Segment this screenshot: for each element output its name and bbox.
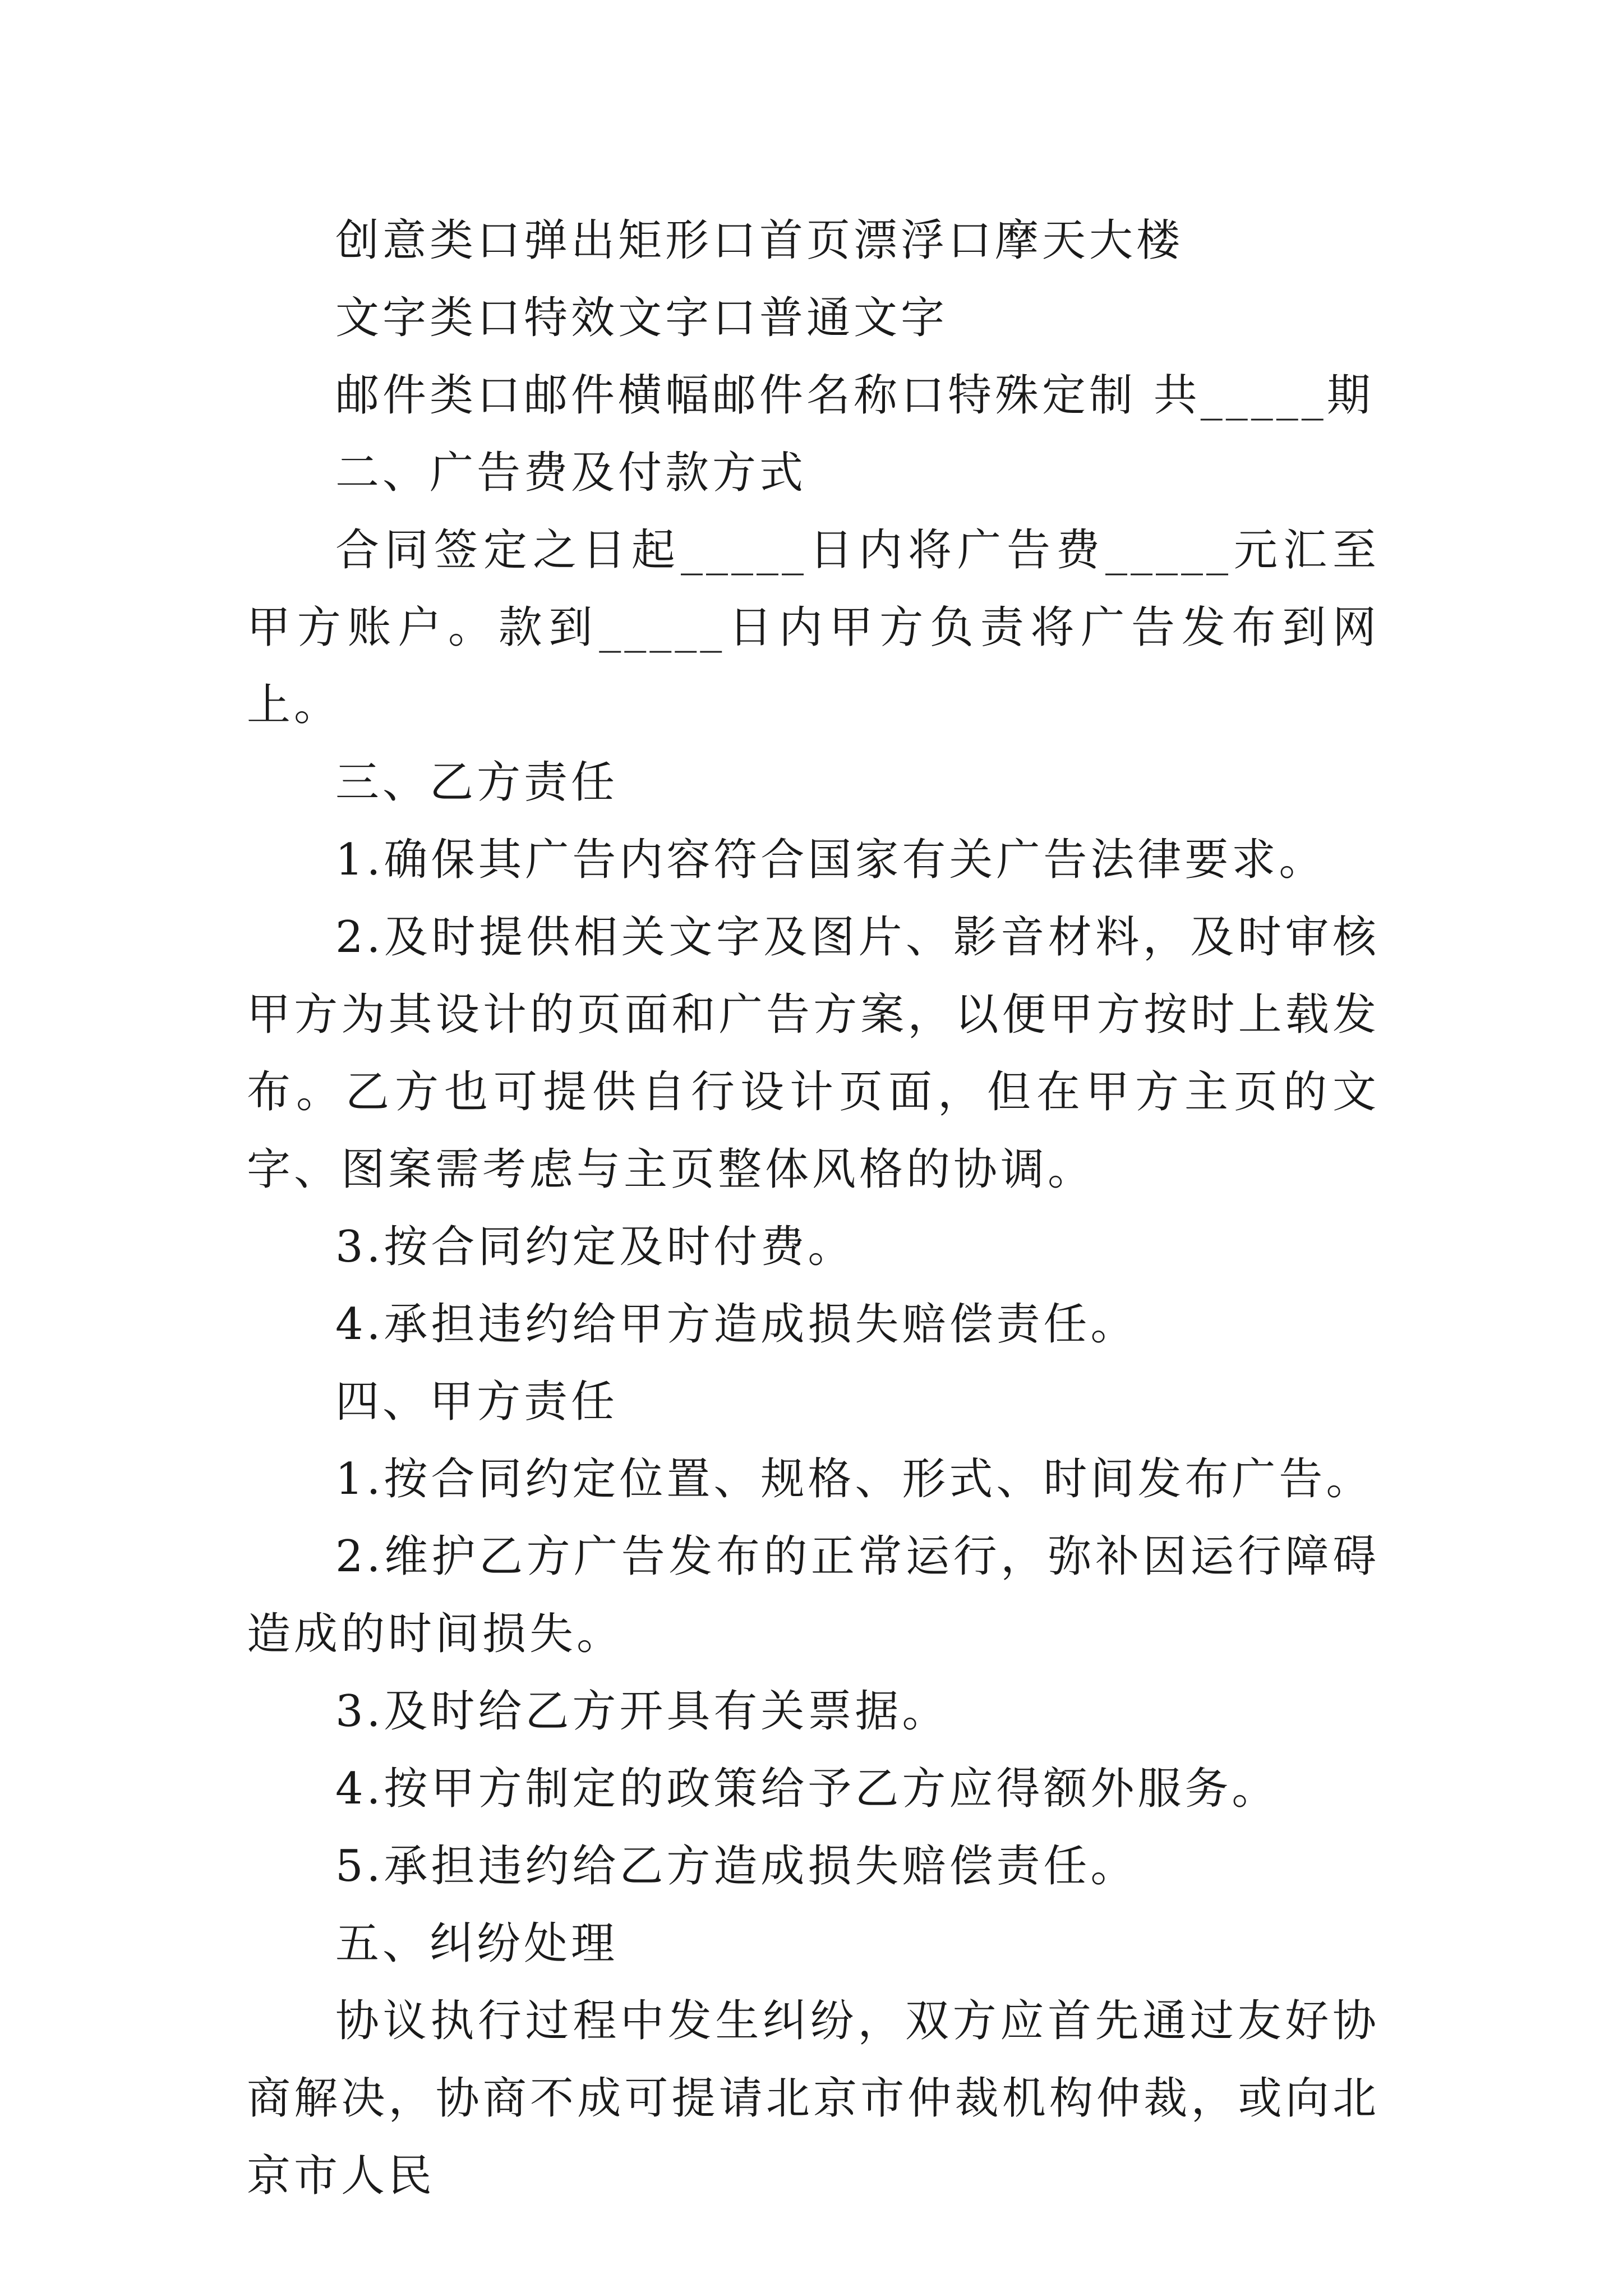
clause-party-b-1: 1.确保其广告内容符合国家有关广告法律要求。	[335, 835, 1326, 885]
paragraph-ad-types-text: 文字类口特效文字口普通文字	[335, 293, 948, 343]
paragraph-payment-terms: 合同签定之日起_____日内将广告费_____元汇至甲方账户。款到_____日内甲方负责将广告发布到网上。	[247, 525, 1380, 730]
section-heading-party-a: 四、甲方责任	[335, 1377, 619, 1427]
document-body	[247, 202, 1380, 2215]
clause-party-a-5: 5.承担违约给乙方造成损失赔偿责任。	[335, 1841, 1138, 1892]
clause-party-a-1: 1.按合同约定位置、规格、形式、时间发布广告。	[335, 1454, 1373, 1504]
section-heading-fees: 二、广告费及付款方式	[335, 448, 807, 498]
paragraph-ad-types-creative: 创意类口弹出矩形口首页漂浮口摩天大楼	[335, 215, 1184, 266]
section-heading-party-b: 三、乙方责任	[335, 757, 619, 808]
clause-party-a-3: 3.及时给乙方开具有关票据。	[335, 1686, 949, 1737]
clause-party-b-2: 2.及时提供相关文字及图片、影音材料，及时审核甲方为其设计的页面和广告方案，以便甲方按时上载发布。乙方也可提供自行设计页面，但在甲方主页的文字、图案需考虑与主页整体风格的协调。	[247, 912, 1380, 1195]
section-heading-disputes: 五、纠纷处理	[335, 1918, 619, 1969]
clause-party-b-4: 4.承担违约给甲方造成损失赔偿责任。	[335, 1299, 1138, 1350]
clause-party-a-4: 4.按甲方制定的政策给予乙方应得额外服务。	[335, 1764, 1279, 1814]
paragraph-dispute-resolution: 协议执行过程中发生纠纷，双方应首先通过友好协商解决，协商不成可提请北京市仲裁机构仲裁，或向北京市人民	[247, 1996, 1380, 2201]
clause-party-b-3: 3.按合同约定及时付费。	[335, 1222, 855, 1272]
paragraph-ad-types-email: 邮件类口邮件横幅邮件名称口特殊定制 共_____期	[335, 370, 1374, 421]
clause-party-a-2: 2.维护乙方广告发布的正常运行，弥补因运行障碍造成的时间损失。	[247, 1531, 1380, 1659]
